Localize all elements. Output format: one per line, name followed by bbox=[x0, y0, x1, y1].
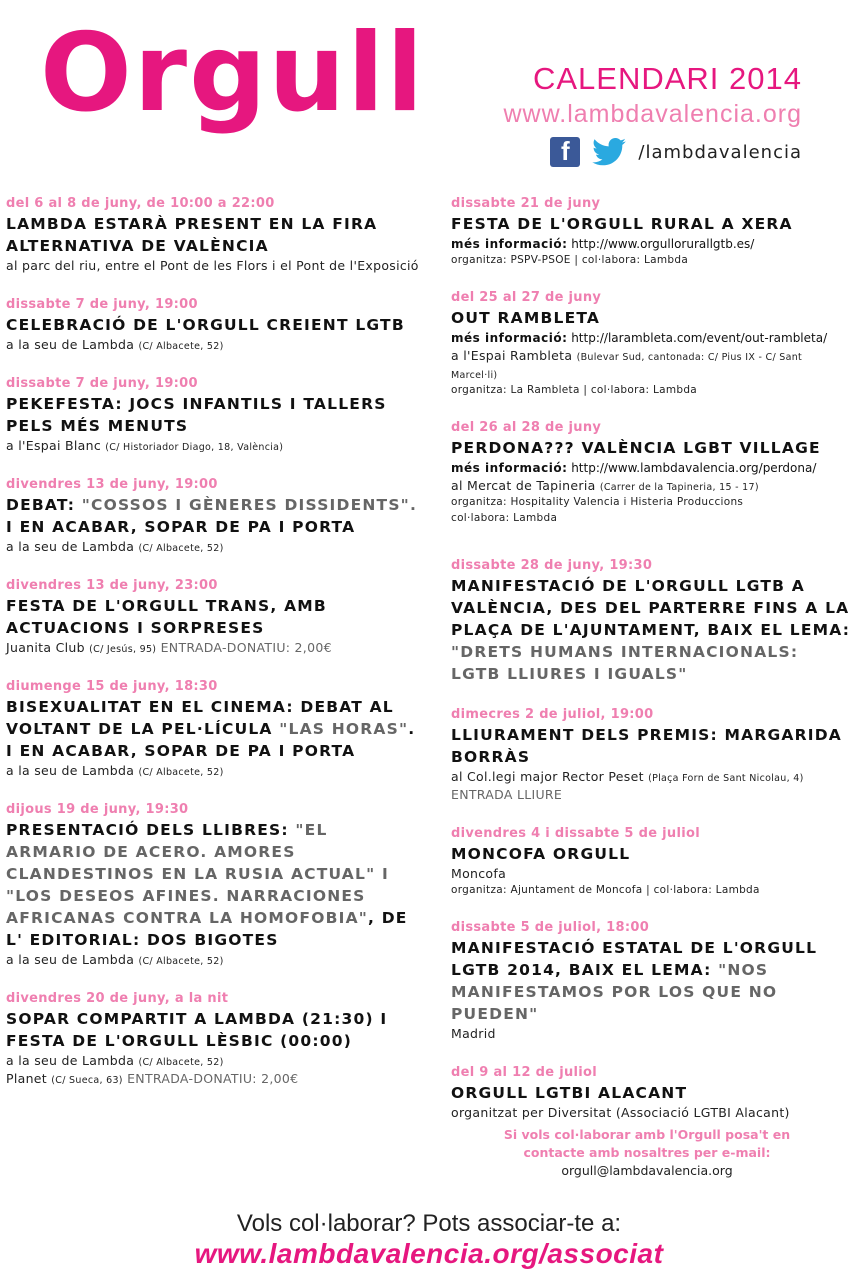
event-date: dissabte 28 de juny, 19:30 bbox=[451, 557, 653, 573]
event-item bbox=[6, 297, 424, 354]
event-date: divendres 13 de juny, 19:00 bbox=[6, 477, 218, 493]
more-info-link[interactable]: http://www.lambdavalencia.org/perdona/ bbox=[571, 461, 817, 476]
event-title: PERDONA??? VALÈNCIA LGBT VILLAGE bbox=[451, 439, 821, 458]
calendar-title: CALENDARI 2014 bbox=[532, 61, 802, 96]
event-title bbox=[451, 937, 851, 1025]
more-info-link[interactable]: http://www.orgullorurallgtb.es/ bbox=[571, 236, 755, 251]
event-place: Moncofa bbox=[451, 865, 507, 881]
event-place bbox=[6, 1052, 424, 1070]
footer-link[interactable]: www.lambdavalencia.org/associat bbox=[194, 1238, 664, 1269]
event-title: PEKEFESTA: JOCS INFANTILS I TALLERS PELS MÉS MENUTS bbox=[6, 394, 387, 435]
event-date: dimecres 2 de juliol, 19:00 bbox=[451, 706, 654, 722]
event-item bbox=[6, 196, 424, 275]
event-organizers: organitza: PSPV-PSOE | col·labora: Lambda bbox=[451, 253, 689, 266]
place-name: a la seu de Lambda bbox=[6, 336, 135, 352]
more-info-label: més informació: bbox=[451, 461, 568, 476]
more-info bbox=[451, 459, 851, 477]
more-info bbox=[451, 235, 851, 253]
event-title bbox=[6, 494, 424, 538]
title-part: DEBAT: bbox=[6, 495, 82, 514]
event-date: dissabte 21 de juny bbox=[451, 196, 601, 211]
place-address: (Carrer de la Tapineria, 15 - 17) bbox=[599, 482, 759, 494]
event-date: dissabte 7 de juny, 19:00 bbox=[6, 376, 198, 392]
event-title: CELEBRACIÓ DE L'ORGULL CREIENT LGTB bbox=[6, 315, 405, 334]
title-quote: "DRETS HUMANS INTERNACIONALS: LGTB LLIURES I IGUALS" bbox=[451, 642, 799, 683]
contact-box bbox=[451, 1126, 843, 1180]
event-title bbox=[6, 819, 424, 951]
event-item bbox=[451, 826, 851, 898]
event-title: LLIURAMENT DELS PREMIS: MARGARIDA BORRÀS bbox=[451, 725, 842, 766]
title-quote: "LAS HORAS" bbox=[279, 719, 409, 738]
title-part: PRESENTACIÓ DELS LLIBRES: bbox=[6, 820, 296, 839]
entry-price: ENTRADA-DONATIU: 2,00€ bbox=[127, 1071, 299, 1087]
event-title: ORGULL LGTBI ALACANT bbox=[451, 1084, 688, 1103]
place-address: (C/ Sueca, 63) bbox=[51, 1075, 123, 1087]
social-handle: /lambdavalencia bbox=[638, 141, 802, 163]
event-place: organitzat per Diversitat (Associació LGTBI Alacant) bbox=[451, 1105, 790, 1121]
event-title: SOPAR COMPARTIT A LAMBDA (21:30) I FESTA DE L'ORGULL LÈSBIC (00:00) bbox=[6, 1010, 388, 1050]
event-item bbox=[6, 578, 424, 657]
event-place bbox=[6, 951, 424, 969]
event-organizers: organitza: Ajuntament de Moncofa | col·labora: Lambda bbox=[451, 883, 760, 896]
place-address: (C/ Albacete, 52) bbox=[138, 955, 224, 967]
event-date: del 26 al 28 de juny bbox=[451, 420, 602, 436]
place-address: (C/ Albacete, 52) bbox=[138, 1057, 224, 1068]
event-title: MONCOFA ORGULL bbox=[451, 844, 631, 863]
title-part: MANIFESTACIÓ DE L'ORGULL LGTB A VALÈNCIA, DES DEL PARTERRE FINS A LA PLAÇA DE L'AJUNTAMENT, BAIX EL LEMA: bbox=[451, 576, 851, 639]
title-part: , DE L' EDITORIAL: DOS BIGOTES bbox=[6, 908, 408, 949]
place-name: a la seu de Lambda bbox=[6, 1053, 135, 1068]
place-address: (C/ Jesús, 95) bbox=[89, 643, 157, 655]
event-place bbox=[6, 538, 424, 556]
facebook-icon[interactable]: f bbox=[550, 137, 580, 167]
place-name: a la seu de Lambda bbox=[6, 538, 135, 554]
title-quote: "COSSOS I GÈNERES DISSIDENTS". bbox=[81, 495, 418, 514]
event-title: FESTA DE L'ORGULL TRANS, AMB ACTUACIONS I SORPRESES bbox=[6, 596, 327, 637]
event-item bbox=[6, 679, 424, 780]
place-name: a la seu de Lambda bbox=[6, 951, 135, 967]
place-address: (C/ Albacete, 52) bbox=[138, 542, 224, 554]
title-part: MANIFESTACIÓ ESTATAL DE L'ORGULL LGTB 2014, BAIX EL LEMA: bbox=[451, 939, 818, 980]
place-name: Planet bbox=[6, 1071, 47, 1087]
event-title: OUT RAMBLETA bbox=[451, 309, 601, 327]
place-name: a la seu de Lambda bbox=[6, 762, 135, 778]
event-title: FESTA DE L'ORGULL RURAL A XERA bbox=[451, 214, 793, 233]
more-info-label: més informació: bbox=[451, 331, 568, 345]
event-item bbox=[451, 707, 851, 804]
title-quote: "EL ARMARIO DE ACERO. AMORES CLANDESTINOS EN LA RUSIA ACTUAL" I "LOS DESEOS AFINES. NARRACIONES AFRICANAS CONTRA LA HOMOFOBIA" bbox=[6, 820, 389, 927]
event-place bbox=[451, 768, 851, 786]
place-address: (C/ Albacete, 52) bbox=[138, 340, 224, 352]
more-info bbox=[451, 329, 851, 347]
place-address: (C/ Albacete, 52) bbox=[138, 766, 224, 778]
event-date: dijous 19 de juny, 19:30 bbox=[6, 802, 189, 818]
contact-line: Si vols col·laborar amb l'Orgull posa't en bbox=[503, 1127, 791, 1142]
event-item bbox=[6, 477, 424, 556]
place-address: (Bulevar Sud, cantonada: C/ Pius IX - C/ Sant Marcel·li) bbox=[451, 352, 803, 382]
event-place bbox=[451, 477, 851, 495]
orgull-logo: Orgull bbox=[40, 11, 426, 136]
event-date: del 6 al 8 de juny, de 10:00 a 22:00 bbox=[6, 196, 275, 211]
place-name: al Col.legi major Rector Peset bbox=[451, 768, 644, 784]
event-place-2 bbox=[6, 1070, 424, 1088]
event-title: LAMBDA ESTARÀ PRESENT EN LA FIRA ALTERNATIVA DE VALÈNCIA bbox=[6, 214, 378, 255]
contact-email[interactable]: orgull@lambdavalencia.org bbox=[561, 1163, 733, 1179]
event-item bbox=[451, 196, 851, 268]
place-name: al Mercat de Tapineria bbox=[451, 478, 596, 494]
event-item bbox=[451, 558, 851, 685]
place-name: a l'Espai Blanc bbox=[6, 437, 101, 453]
event-place: Madrid bbox=[451, 1026, 496, 1042]
footer-question: Vols col·laborar? Pots associar-te a: bbox=[236, 1210, 622, 1237]
events-right-column bbox=[451, 196, 851, 1144]
event-item bbox=[451, 290, 851, 398]
title-part: . I EN ACABAR, SOPAR DE PA I PORTA bbox=[6, 719, 416, 760]
events-left-column bbox=[6, 196, 424, 1110]
event-date: diumenge 15 de juny, 18:30 bbox=[6, 679, 218, 695]
event-organizers: organitza: La Rambleta | col·labora: Lambda bbox=[451, 384, 698, 397]
title-part: I EN ACABAR, SOPAR DE PA I PORTA bbox=[6, 517, 356, 536]
entry-info: ENTRADA LLIURE bbox=[451, 786, 563, 802]
event-place bbox=[6, 336, 424, 354]
event-date: divendres 13 de juny, 23:00 bbox=[6, 578, 218, 594]
event-item bbox=[451, 920, 851, 1043]
footer bbox=[0, 1210, 858, 1270]
entry-price: ENTRADA-DONATIU: 2,00€ bbox=[160, 639, 332, 655]
event-date: del 9 al 12 de juliol bbox=[451, 1065, 598, 1081]
contact-line: contacte amb nosaltres per e-mail: bbox=[523, 1145, 771, 1161]
place-name: Juanita Club bbox=[6, 639, 85, 655]
event-place: al parc del riu, entre el Pont de les Flors i el Pont de l'Exposició bbox=[6, 257, 419, 273]
place-address: (C/ Historiador Diago, 18, València) bbox=[105, 441, 284, 453]
social-row bbox=[503, 137, 802, 167]
event-place bbox=[6, 639, 424, 657]
place-address: (Plaça Forn de Sant Nicolau, 4) bbox=[648, 772, 804, 784]
event-date: dissabte 5 de juliol, 18:00 bbox=[451, 920, 650, 936]
title-part: BISEXUALITAT EN EL CINEMA: DEBAT AL VOLTANT DE LA PEL·LÍCULA bbox=[6, 697, 394, 738]
event-item bbox=[6, 376, 424, 455]
place-name: a l'Espai Rambleta bbox=[451, 348, 573, 363]
more-info-label: més informació: bbox=[451, 236, 568, 251]
event-place bbox=[6, 762, 424, 780]
event-organizers: organitza: Hospitality Valencia i Histeria Produccions bbox=[451, 496, 744, 509]
event-place bbox=[451, 347, 851, 383]
event-collaborators: col·labora: Lambda bbox=[451, 511, 558, 524]
event-item bbox=[6, 991, 424, 1088]
title-quote: "NOS MANIFESTAMOS POR LOS QUE NO PUEDEN" bbox=[451, 961, 778, 1024]
event-date: divendres 4 i dissabte 5 de juliol bbox=[451, 825, 700, 841]
header-info bbox=[503, 62, 802, 167]
event-item bbox=[6, 802, 424, 969]
event-item bbox=[451, 420, 851, 525]
event-title bbox=[451, 575, 851, 685]
event-date: divendres 20 de juny, a la nit bbox=[6, 991, 229, 1007]
more-info-link[interactable]: http://larambleta.com/event/out-rambleta/ bbox=[571, 331, 828, 345]
event-item bbox=[451, 1065, 851, 1122]
website-link[interactable]: www.lambdavalencia.org bbox=[503, 100, 802, 129]
twitter-icon[interactable] bbox=[592, 138, 626, 166]
event-place bbox=[6, 437, 424, 455]
event-date: del 25 al 27 de juny bbox=[451, 290, 602, 306]
event-date: dissabte 7 de juny, 19:00 bbox=[6, 297, 198, 313]
event-title bbox=[6, 696, 424, 762]
